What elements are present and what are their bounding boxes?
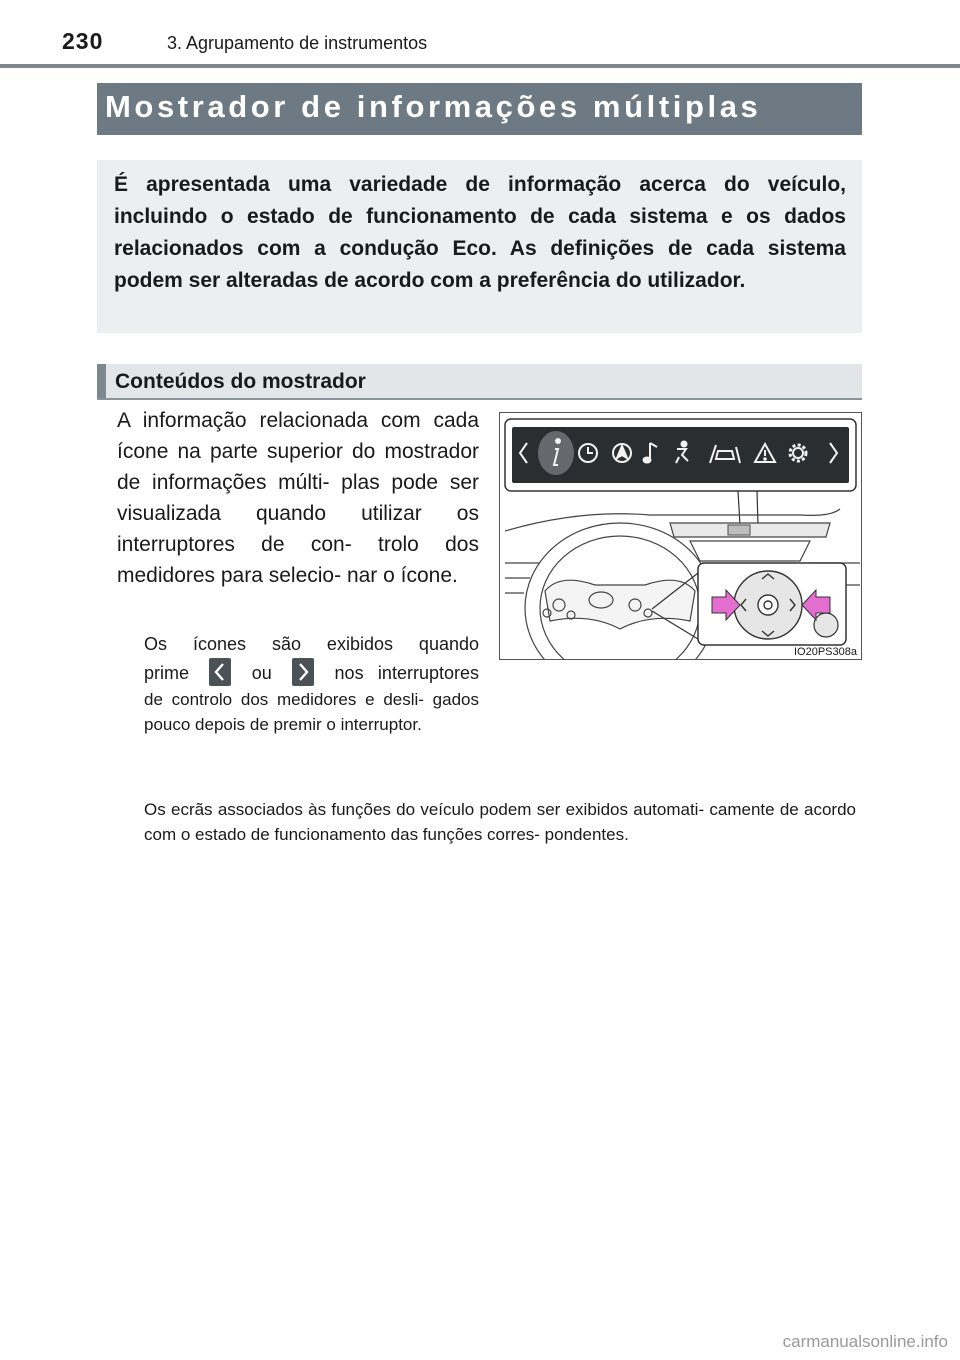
dashboard-illustration (500, 413, 861, 659)
section-title-bar (97, 83, 862, 135)
page-header (62, 24, 862, 64)
header-rule (0, 64, 960, 68)
body-paragraph: A informação relacionada com cada ícone na parte superior do mostrador de informações múlti- plas pode ser visualizada quando utilizar os interruptores de con- trolo dos medidores para selecio- nar o ícone. (117, 409, 479, 587)
subsection-bar (97, 364, 862, 400)
note-line-1: Os ícones são exibidos quando (144, 634, 479, 654)
page-title: Mostrador de informações múltiplas (105, 89, 762, 124)
subsection-accent (97, 364, 106, 398)
intro-box (97, 160, 862, 333)
note-word-after: nos interruptores (334, 663, 479, 683)
page-number: 230 (62, 28, 104, 54)
note-word-ou: ou (251, 663, 272, 683)
subsection-title: Conteúdos do mostrador (115, 370, 366, 393)
right-key-icon (292, 658, 314, 686)
intro-text: É apresentada uma variedade de informação acerca do veículo, incluindo o estado de funcionamento de cada sistema e os dados relacionados com a condução Eco. As definições de cada sistema podem ser alteradas de acordo com a preferência do utilizador. (114, 173, 846, 292)
watermark-link[interactable]: carmanualsonline.info (782, 1332, 948, 1351)
note-paragraph-2: Os ecrãs associados às funções do veículo podem ser exibidos automati- camente de acordo com o estado de funcionamento das funções corres- pondentes. (144, 800, 856, 844)
note-line-2 (144, 658, 479, 687)
note-line-rest: de controlo dos medidores e desli- gados pouco depois de premir o interruptor. (144, 690, 479, 734)
figure-code: IO20PS308a (794, 646, 857, 658)
note-paragraph (144, 630, 479, 737)
dashboard-figure (499, 412, 862, 660)
chapter-title: 3. Agrupamento de instrumentos (167, 33, 428, 53)
note-word-prime: prime (144, 663, 190, 683)
left-key-icon (209, 658, 231, 686)
